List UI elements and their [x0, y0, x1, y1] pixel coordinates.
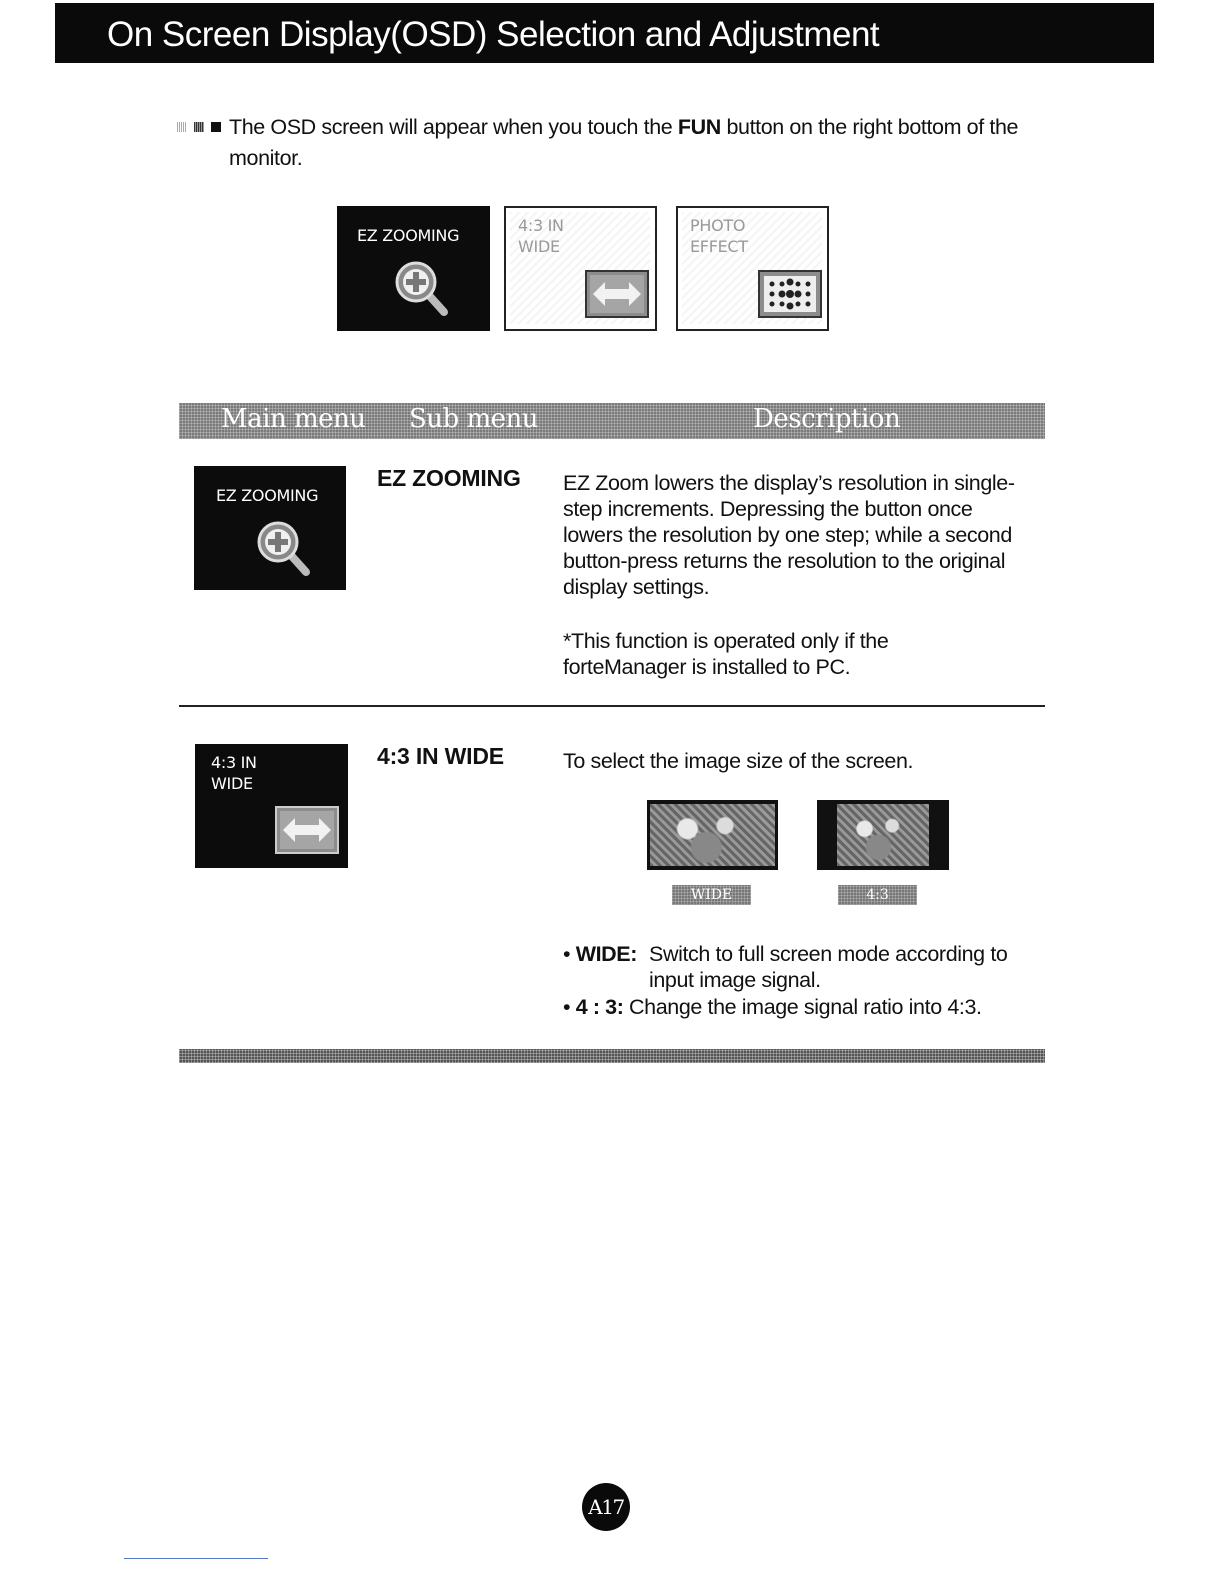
osd-tile-4-3-in-wide[interactable]: [504, 206, 657, 331]
osd-tile-label-line2: WIDE: [518, 237, 560, 256]
row-tile-ez-zooming: [194, 466, 346, 590]
bullet-4-3: • 4 : 3: Change the image signal ratio into 4:3.: [563, 995, 982, 1019]
page-number: A17: [588, 1495, 624, 1519]
bullet-term-4-3: 4 : 3:: [575, 995, 624, 1019]
row-tile-4-3-in-wide: [195, 744, 348, 868]
double-arrow-icon: [585, 270, 649, 318]
4-3-in-wide-description: To select the image size of the screen.: [563, 749, 914, 773]
ez-zooming-description: EZ Zoom lowers the display’s resolution in single-step increments. Depressing the button once lowers the resolution by one step; while a second button-press returns the resolution to the original display settings.: [563, 471, 1015, 599]
osd-tile-label-line1: PHOTO: [690, 216, 746, 235]
row-tile-label: EZ ZOOMING: [216, 486, 319, 505]
bullet-square-dark: [211, 122, 221, 132]
bullet-text-4-3: Change the image signal ratio into 4:3.: [623, 995, 982, 1019]
table-header: [179, 403, 1045, 439]
sample-image-4-3: [817, 800, 949, 870]
double-arrow-icon: [275, 806, 339, 854]
sample-scene: [837, 804, 929, 866]
page-title: On Screen Display(OSD) Selection and Adjustment: [107, 15, 880, 54]
fun-button-name: FUN: [677, 115, 721, 139]
column-header-main-menu: Main menu: [221, 404, 366, 434]
footer-line: [124, 1558, 268, 1559]
osd-tile-label: EZ ZOOMING: [357, 226, 460, 245]
bullet-wide: • WIDE: Switch to full screen mode according to input image signal.: [563, 942, 1008, 992]
sub-menu-title-4-3-in-wide: 4:3 IN WIDE: [377, 743, 504, 769]
osd-tile-photo-effect[interactable]: [676, 206, 829, 331]
intro-text-before: The OSD screen will appear when you touch the: [229, 115, 678, 139]
bullet-text-wide: Switch to full screen mode according to input image signal.: [649, 942, 1008, 992]
sample-label-4-3: 4:3: [838, 885, 917, 905]
column-header-sub-menu: Sub menu: [409, 404, 538, 434]
row-tile-label-line2: WIDE: [211, 774, 253, 793]
bullet-square-medium: [194, 122, 204, 132]
ez-zooming-note: *This function is operated only if the forteManager is installed to PC.: [563, 629, 889, 679]
page-number-badge: [582, 1483, 630, 1531]
row-divider: [179, 705, 1045, 707]
magnifier-plus-icon: [254, 518, 314, 578]
sample-image-wide: [647, 800, 778, 870]
sub-menu-title-ez-zooming: EZ ZOOMING: [377, 465, 521, 491]
osd-tile-label-line1: 4:3 IN: [518, 216, 564, 235]
row-tile-label-line1: 4:3 IN: [211, 753, 257, 772]
magnifier-plus-icon: [392, 258, 452, 318]
column-header-description: Description: [753, 404, 901, 434]
osd-tile-label-line2: EFFECT: [690, 237, 748, 256]
dot-grid-icon: [758, 270, 822, 318]
title-bar: [55, 3, 1154, 63]
intro-bullet-squares: [177, 122, 223, 136]
table-bottom-bar: [179, 1049, 1045, 1063]
osd-tile-ez-zooming[interactable]: [337, 206, 490, 331]
intro-paragraph: [229, 112, 1059, 174]
bullet-square-light: [177, 122, 187, 132]
sample-scene: [650, 804, 775, 866]
intro-text-after: button on the right bottom of the monitor.: [229, 115, 1019, 170]
sample-label-wide: WIDE: [672, 885, 751, 905]
bullet-term-wide: WIDE:: [575, 942, 637, 966]
